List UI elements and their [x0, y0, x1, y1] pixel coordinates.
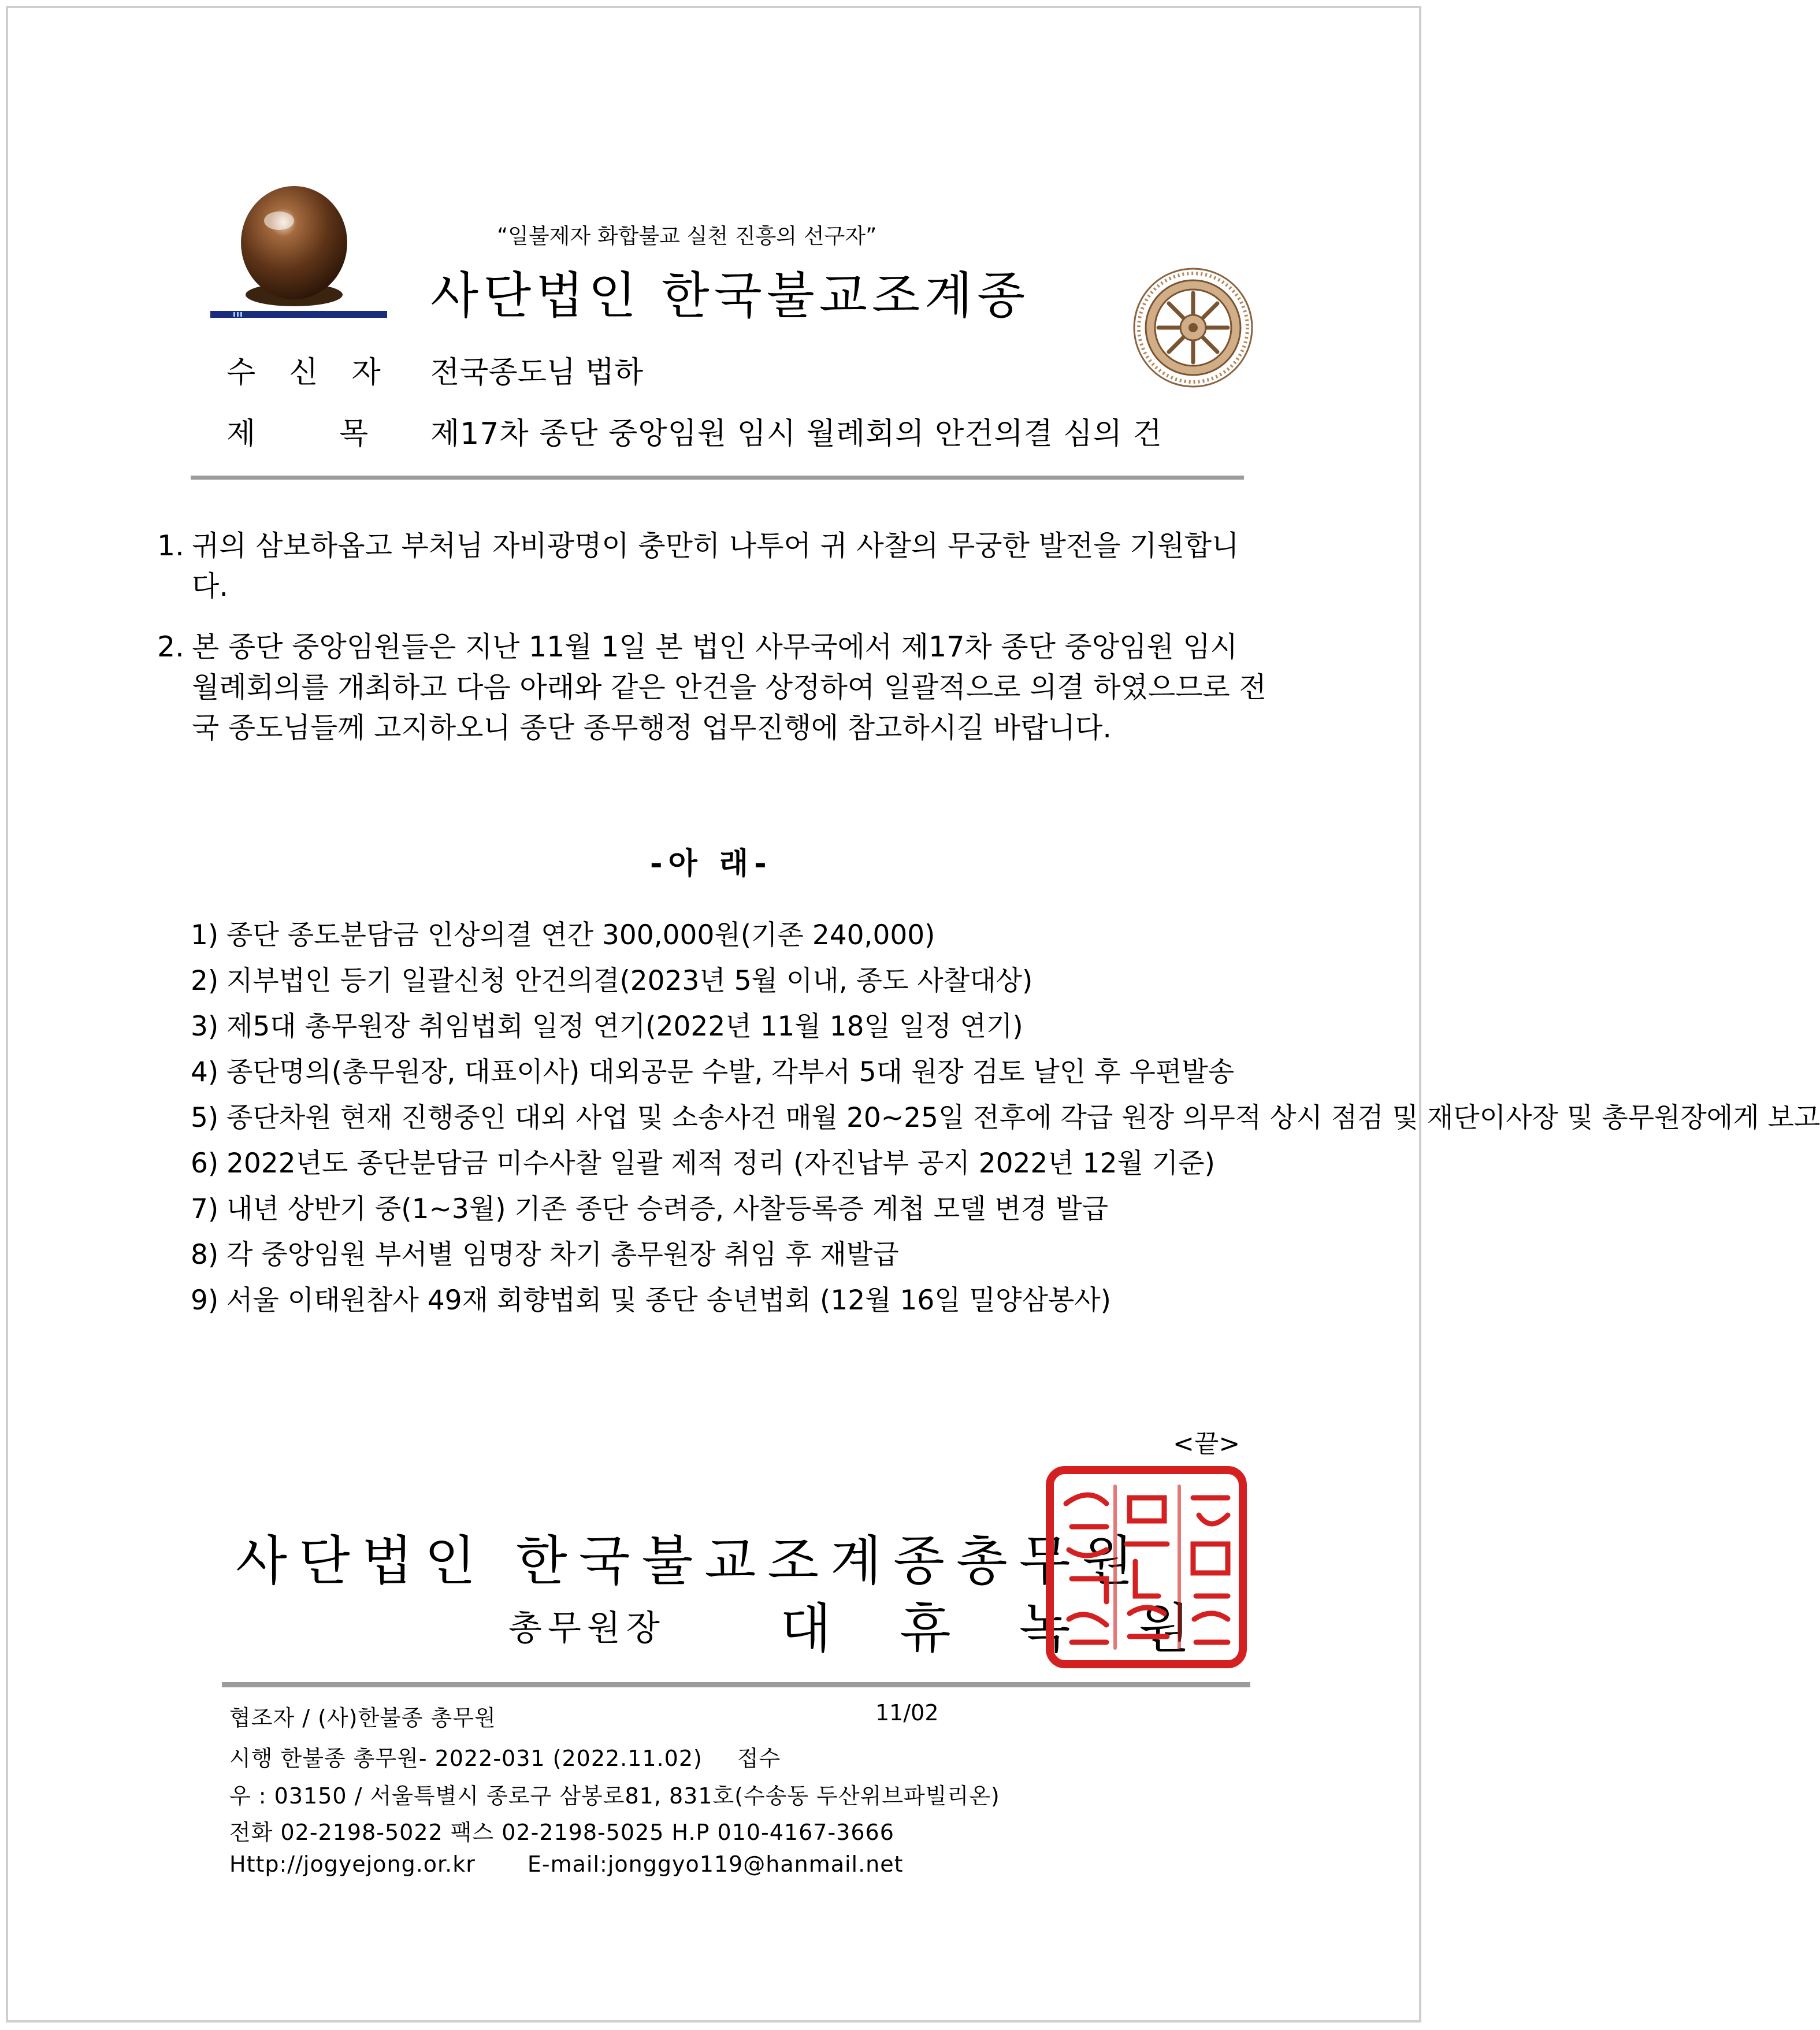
footer-website: Http://jogyejong.or.kr [229, 1851, 476, 1877]
agenda-item-text: 제5대 총무원장 취임법회 일정 연기(2022년 11월 18일 일정 연기) [226, 1011, 1023, 1042]
agenda-item [191, 1097, 1820, 1139]
footer-contacts: 전화 02-2198-5022 팩스 02-2198-5025 H.P 010-4167-3666 [229, 1820, 894, 1845]
subject-label-2: 목 [339, 417, 369, 451]
subject-label-1: 제 [226, 417, 256, 451]
footer-receipt-label: 접수 [737, 1746, 781, 1771]
agenda-item-number: 4) [191, 1056, 219, 1088]
footer-enforcement-number: 시행 한불종 총무원- 2022-031 (2022.11.02) [229, 1746, 703, 1771]
subject-value: 제17차 종단 중앙임원 임시 월례회의 안건의결 심의 건 [430, 417, 1162, 451]
agenda-item [191, 1005, 1254, 1048]
agenda-item [191, 1051, 1254, 1093]
agenda-item [191, 1188, 1254, 1230]
signature-org: 사단법인 한국불교조계종총무원 [236, 1530, 1145, 1592]
logo-ball-icon [211, 179, 377, 318]
agenda-item-text: 종단 종도분담금 인상의결 연간 300,000원(기존 240,000) [226, 919, 935, 951]
agenda-item-number: 5) [191, 1102, 219, 1134]
section-heading: -아 래- [650, 847, 772, 881]
agenda-item [191, 1142, 1254, 1185]
signature-title: 총무원장 [508, 1608, 666, 1649]
recipient-label: 수신자 [226, 355, 414, 390]
agenda-list [191, 914, 1820, 1325]
dharma-wheel-icon [1132, 267, 1254, 388]
official-seal-icon [1043, 1463, 1250, 1671]
agenda-item [191, 1234, 1254, 1276]
agenda-item-text: 종단명의(총무원장, 대표이사) 대외공문 수발, 각부서 5대 원장 검토 날인 후 우편발송 [226, 1056, 1235, 1088]
agenda-item-number: 8) [191, 1239, 219, 1271]
paragraph-number: 2. [157, 630, 184, 663]
agenda-item-text: 내년 상반기 중(1~3월) 기존 종단 승려증, 사찰등록증 계첩 모델 변경 발급 [226, 1193, 1109, 1225]
paragraph-number: 1. [157, 529, 184, 562]
recipient-value: 전국종도님 법하 [430, 355, 644, 390]
agenda-item [191, 1279, 1254, 1322]
agenda-item-text: 서울 이태원참사 49재 회향법회 및 종단 송년법회 (12월 16일 밀양삼봉사) [226, 1285, 1111, 1316]
agenda-item-number: 2) [191, 965, 219, 997]
footer-address: 우 : 03150 / 서울특별시 종로구 삼봉로81, 831호(수송동 두산위브파빌리온) [229, 1783, 1000, 1809]
footer-cooperator: 협조자 / (사)한불종 총무원 [229, 1705, 496, 1731]
signature-name: 대휴녹원 [780, 1598, 1258, 1660]
agenda-item-number: 7) [191, 1193, 219, 1225]
paragraph-text: 본 종단 중앙임원들은 지난 11월 1일 본 법인 사무국에서 제17차 종단 중앙임원 임시 월례회의를 개최하고 다음 아래와 같은 안건을 상정하여 일괄적으로 의결 하였으므로 전국 종도님들께 고지하오니 종단 종무행정 업무진행에 참고하시길 바랍니다. [192, 630, 1266, 744]
footer-web [229, 1851, 904, 1877]
agenda-item [191, 914, 1254, 956]
agenda-item-number: 3) [191, 1011, 219, 1042]
paragraph-1 [157, 526, 1266, 607]
agenda-item-number: 9) [191, 1285, 219, 1316]
footer-enforcement [229, 1740, 781, 1772]
agenda-item-number: 6) [191, 1148, 219, 1179]
footer-page-date: 11/02 [875, 1700, 939, 1725]
paragraph-2 [157, 627, 1266, 748]
agenda-item-text: 종단차원 현재 진행중인 대외 사업 및 소송사건 매월 20~25일 전후에 각급 원장 의무적 상시 점검 및 재단이사장 및 총무원장에게 보고 [226, 1102, 1820, 1134]
end-mark: <끝> [1173, 1429, 1240, 1459]
agenda-item-number: 1) [191, 919, 219, 951]
agenda-item-text: 2022년도 종단분담금 미수사찰 일괄 제적 정리 (자진납부 공지 2022년 12월 기준) [226, 1148, 1215, 1179]
footer-email: E-mail:jonggyo119@hanmail.net [527, 1851, 904, 1877]
header-divider [191, 476, 1244, 480]
agenda-item [191, 960, 1254, 1002]
slogan: “일불제자 화합불교 실천 진흥의 선구자” [497, 224, 877, 248]
agenda-item-text: 각 중앙임원 부서별 임명장 차기 총무원장 취임 후 재발급 [226, 1239, 899, 1271]
footer-divider [222, 1682, 1250, 1687]
agenda-item-text: 지부법인 등기 일괄신청 안건의결(2023년 5월 이내, 종도 사찰대상) [226, 965, 1033, 997]
org-title: 사단법인 한국불교조계종 [430, 267, 1030, 325]
logo-bar [210, 311, 387, 318]
paragraph-text: 귀의 삼보하옵고 부처님 자비광명이 충만히 나투어 귀 사찰의 무궁한 발전을 기원합니다. [192, 529, 1239, 603]
